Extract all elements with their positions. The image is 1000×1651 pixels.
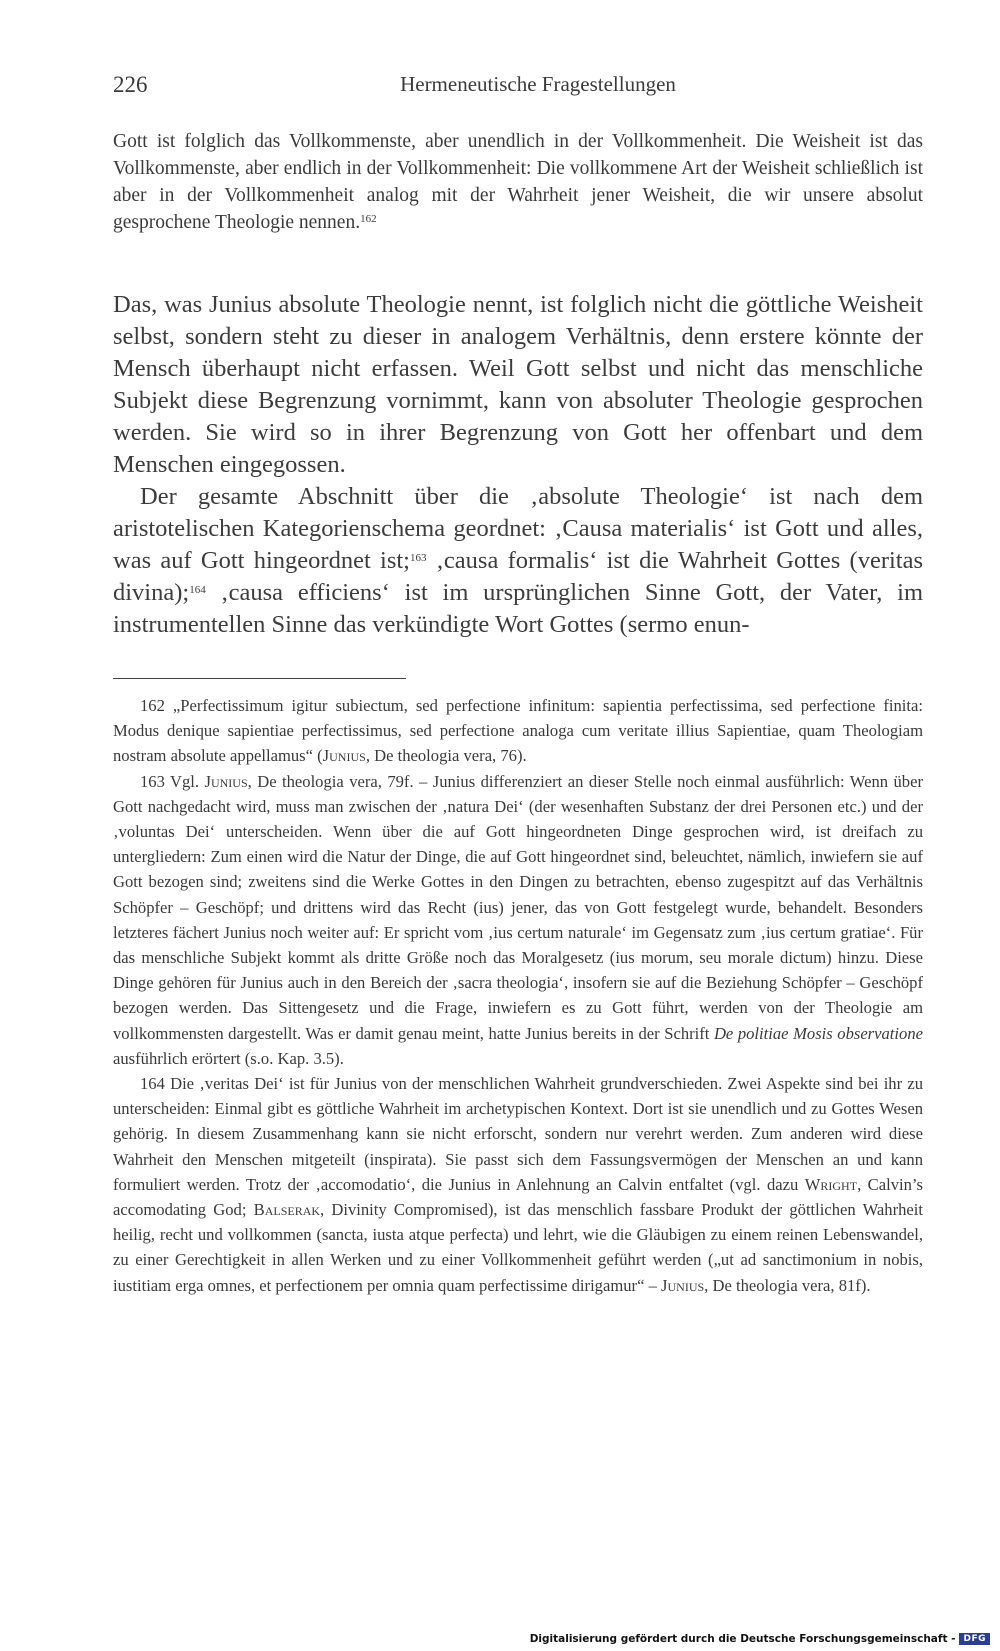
fn164-author-2: Balserak [253, 1200, 321, 1220]
footnote-163 [113, 769, 923, 1071]
footnote-ref-162[interactable]: 162 [360, 213, 377, 225]
footnote-162 [113, 693, 923, 769]
footnote-separator [113, 678, 406, 679]
fn164-text-a: 164 Die ‚veritas Dei‘ ist für Junius von der menschlichen Wahrheit grundverschieden. Zwei Aspekte sind bei ihr zu unterscheiden: Einmal gibt es göttliche Wahrheit im archetypischen Kontext. Dort ist sie unendlich und zu Gottes Wesen gehörig. In diesem Zusammenhang kann sie nicht erforscht, sondern nur verehrt werden. Zum anderen wird diese Wahrheit den Menschen mitgeteilt (inspirata). Sie passt sich dem Fassungsvermögen der Menschen an und kann formuliert werden. Trotz der ‚accomodatio‘, die Junius in Anlehnung an Calvin entfaltet (vgl. dazu [113, 1074, 923, 1194]
fn164-text-b: , Calvin’s accomodating God; [113, 1174, 923, 1220]
dfg-credit-text: Digitalisierung gefördert durch die Deutsche Forschungsgemeinschaft - [529, 1633, 956, 1645]
paragraph-2 [113, 481, 923, 641]
quote-text: Gott ist folglich das Vollkommenste, aber unendlich in der Vollkommenheit. Die Weisheit ist das Vollkommenste, aber endlich in der Vollkommenheit: Die vollkommene Art der Weisheit schließlich ist aber in der Vollkommenheit analog mit der Wahrheit jener Weisheit, die wir unsere absolut gesprochene Theologie nennen. [113, 131, 923, 233]
fn164-author-3: Junius [661, 1275, 705, 1295]
fn162-text-a: 162 „Perfectissimum igitur subiectum, sed perfectione infinitum: sapientia perfectissima, sed perfectione finita: Modus denique sapientiae perfectissimus, sed perfectione analoga cum veritate illius Sapientiae, quam Theologiam nostram absolute appellamus“ ( [113, 696, 923, 766]
dfg-logo: DFG [959, 1633, 990, 1645]
footnotes [113, 693, 923, 1298]
fn162-text-b: , De theologia vera, 76). [365, 746, 527, 766]
footnote-ref-164[interactable]: 164 [189, 584, 206, 596]
fn164-text-d: , De theologia vera, 81f). [704, 1275, 871, 1295]
main-text [113, 289, 923, 641]
fn163-author: Junius [204, 771, 248, 791]
block-quote [113, 128, 923, 236]
paragraph-2-part-b: ‚causa formalis‘ ist die Wahrheit Gottes (veritas divina); [113, 547, 924, 606]
fn163-title: De politiae Mosis observatione [713, 1023, 923, 1043]
running-title: Hermeneutische Fragestellungen [400, 72, 676, 96]
paragraph-2-part-c: ‚causa efficiens‘ ist im ursprünglichen Sinne Gott, der Vater, im instrumentellen Sinne das verkündigte Wort Gottes (sermo enun- [113, 579, 923, 638]
fn163-text-b: , De theologia vera, 79f. – Junius differenziert an dieser Stelle noch einmal ausführlich: Wenn über Gott nachgedacht wird, muss man zwischen der ‚natura Dei‘ (der wesenhaften Substanz der drei Personen etc.) und der ‚voluntas Dei‘ unterscheiden. Wenn über die auf Gott hingeordneten Dinge gesprochen wird, ist dreifach zu untergliedern: Zum einen wird die Natur der Dinge, die auf Gott hingeordnet sind, beleuchtet, nämlich, inwiefern sie auf Gott bezogen sind; zweitens sind die Werke Gottes in den Dingen zu betrachten, ebenso zugespitzt auf das Verhältnis Schöpfer – Geschöpf; und drittens wird das Recht (ius) jener, das von Gott festgelegt wurde, behandelt. Besonders letzteres fächert Junius noch weiter auf: Er spricht vom ‚ius certum naturale‘ im Gegensatz zum ‚ius certum gratiae‘. Für das menschliche Subjekt kommt als dritte Größe noch das Moralgesetz (ius morum, seu morale dictum) hinzu. Diese Dinge gehören für Junius auch in den Bereich der ‚sacra theologia‘, insofern sie auf die Beziehung Schöpfer – Geschöpf bezogen werden. Das Sittengesetz und die Frage, inwiefern es zu Gott führt, werden von der Theologie am vollkommensten dargestellt. Was er damit genau meint, hatte Junius bereits in der Schrift [113, 771, 923, 1043]
paragraph-1: Das, was Junius absolute Theologie nennt, ist folglich nicht die göttliche Weisheit selbst, sondern steht zu dieser in analogem Verhältnis, denn erstere könnte der Mensch überhaupt nicht erfassen. Weil Gott selbst und nicht das menschliche Subjekt diese Begrenzung vornimmt, kann von absoluter Theologie gesprochen werden. Sie wird so in ihrer Begrenzung von Gott her offenbart und dem Menschen eingegossen. [113, 291, 923, 478]
paragraph-2-part-a: Der gesamte Abschnitt über die ‚absolute Theologie‘ ist nach dem aristotelischen Kategorienschema geordnet: ‚Causa materialis‘ ist Gott und alles, was auf Gott hingeordnet ist; [113, 483, 923, 574]
page-header [113, 72, 923, 104]
footnote-164 [113, 1071, 923, 1298]
dfg-credit [530, 1633, 990, 1645]
fn163-text-a: 163 Vgl. [140, 771, 205, 791]
footnote-ref-163[interactable]: 163 [410, 552, 427, 564]
fn162-author: Junius [322, 746, 366, 766]
page-number: 226 [113, 72, 148, 97]
fn164-author-1: Wright [804, 1174, 858, 1194]
fn164-text-c: , Divinity Compromised), ist das menschlich fassbare Produkt der göttlichen Wahrheit heilig, recht und vollkommen (sancta, iusta atque perfecta) und lehrt, wie die Gläubigen zu einem reinen Lebenswandel, zu einer Gerechtigkeit in allen Werken und zu einer Vollkommenheit geführt werden („ut ad sanctimonium in nobis, iustitiam erga omnes, et perfectionem per omnia quam perfectissime dirigamur“ – [113, 1200, 923, 1295]
fn163-text-c: ausführlich erörtert (s.o. Kap. 3.5). [113, 1048, 344, 1068]
